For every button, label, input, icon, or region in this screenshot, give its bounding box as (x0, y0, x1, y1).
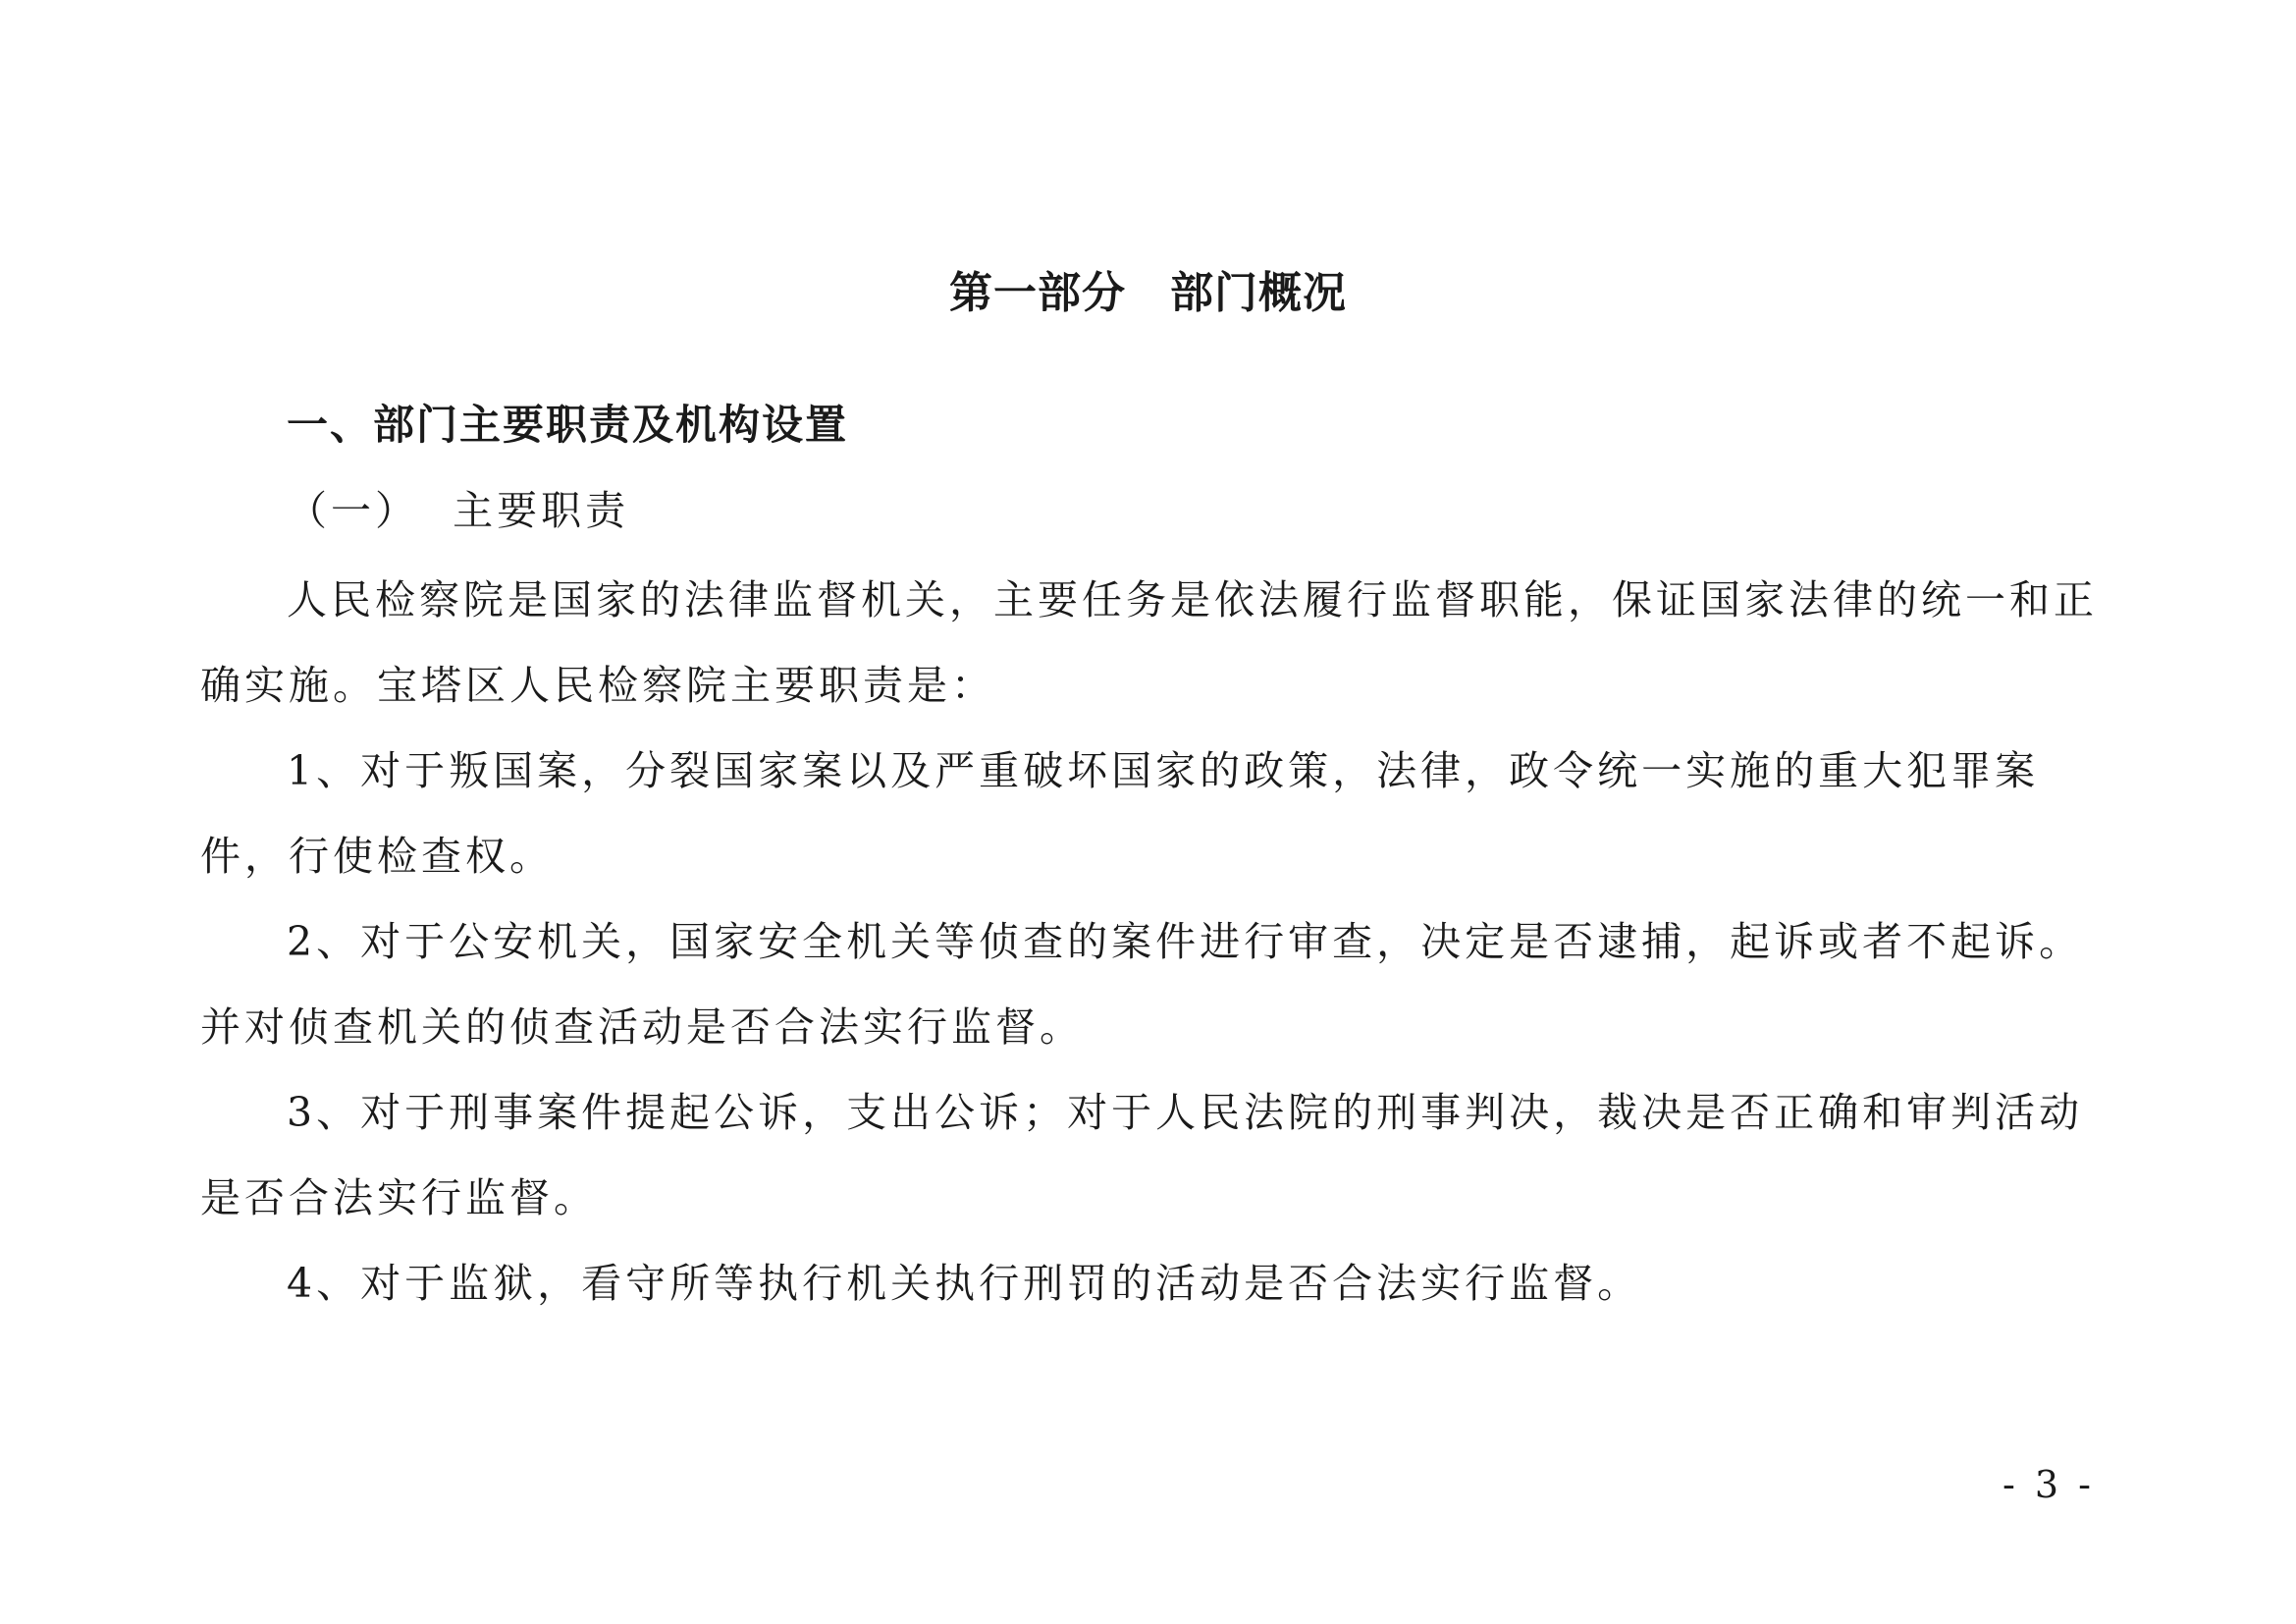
paragraph-intro: 人民检察院是国家的法律监督机关，主要任务是依法履行监督职能，保证国家法律的统一和正确实施。宝塔区人民检察院主要职责是： (200, 576, 2098, 709)
subsection-heading: （一） 主要职责 (287, 487, 630, 534)
section-heading: 一、部门主要职责及机构设置 (287, 401, 849, 449)
body-text (200, 558, 2114, 1326)
paragraph-item-3: 3、对于刑事案件提起公诉，支出公诉；对于人民法院的刑事判决，裁决是否正确和审判活动是否合法实行监督。 (200, 1089, 2084, 1221)
paragraph-item-4: 4、对于监狱，看守所等执行机关执行刑罚的活动是否合法实行监督。 (287, 1260, 1642, 1307)
paragraph-item-1: 1、对于叛国案，分裂国家案以及严重破坏国家的政策，法律，政令统一实施的重大犯罪案件，行使检查权。 (200, 747, 2040, 880)
page-number: - 3 - (2002, 1463, 2096, 1506)
part-title: 第一部分 部门概况 (949, 268, 1347, 318)
paragraph-item-2: 2、对于公安机关，国家安全机关等侦查的案件进行审查，决定是否逮捕，起诉或者不起诉。并对侦查机关的侦查活动是否合法实行监督。 (200, 918, 2084, 1051)
